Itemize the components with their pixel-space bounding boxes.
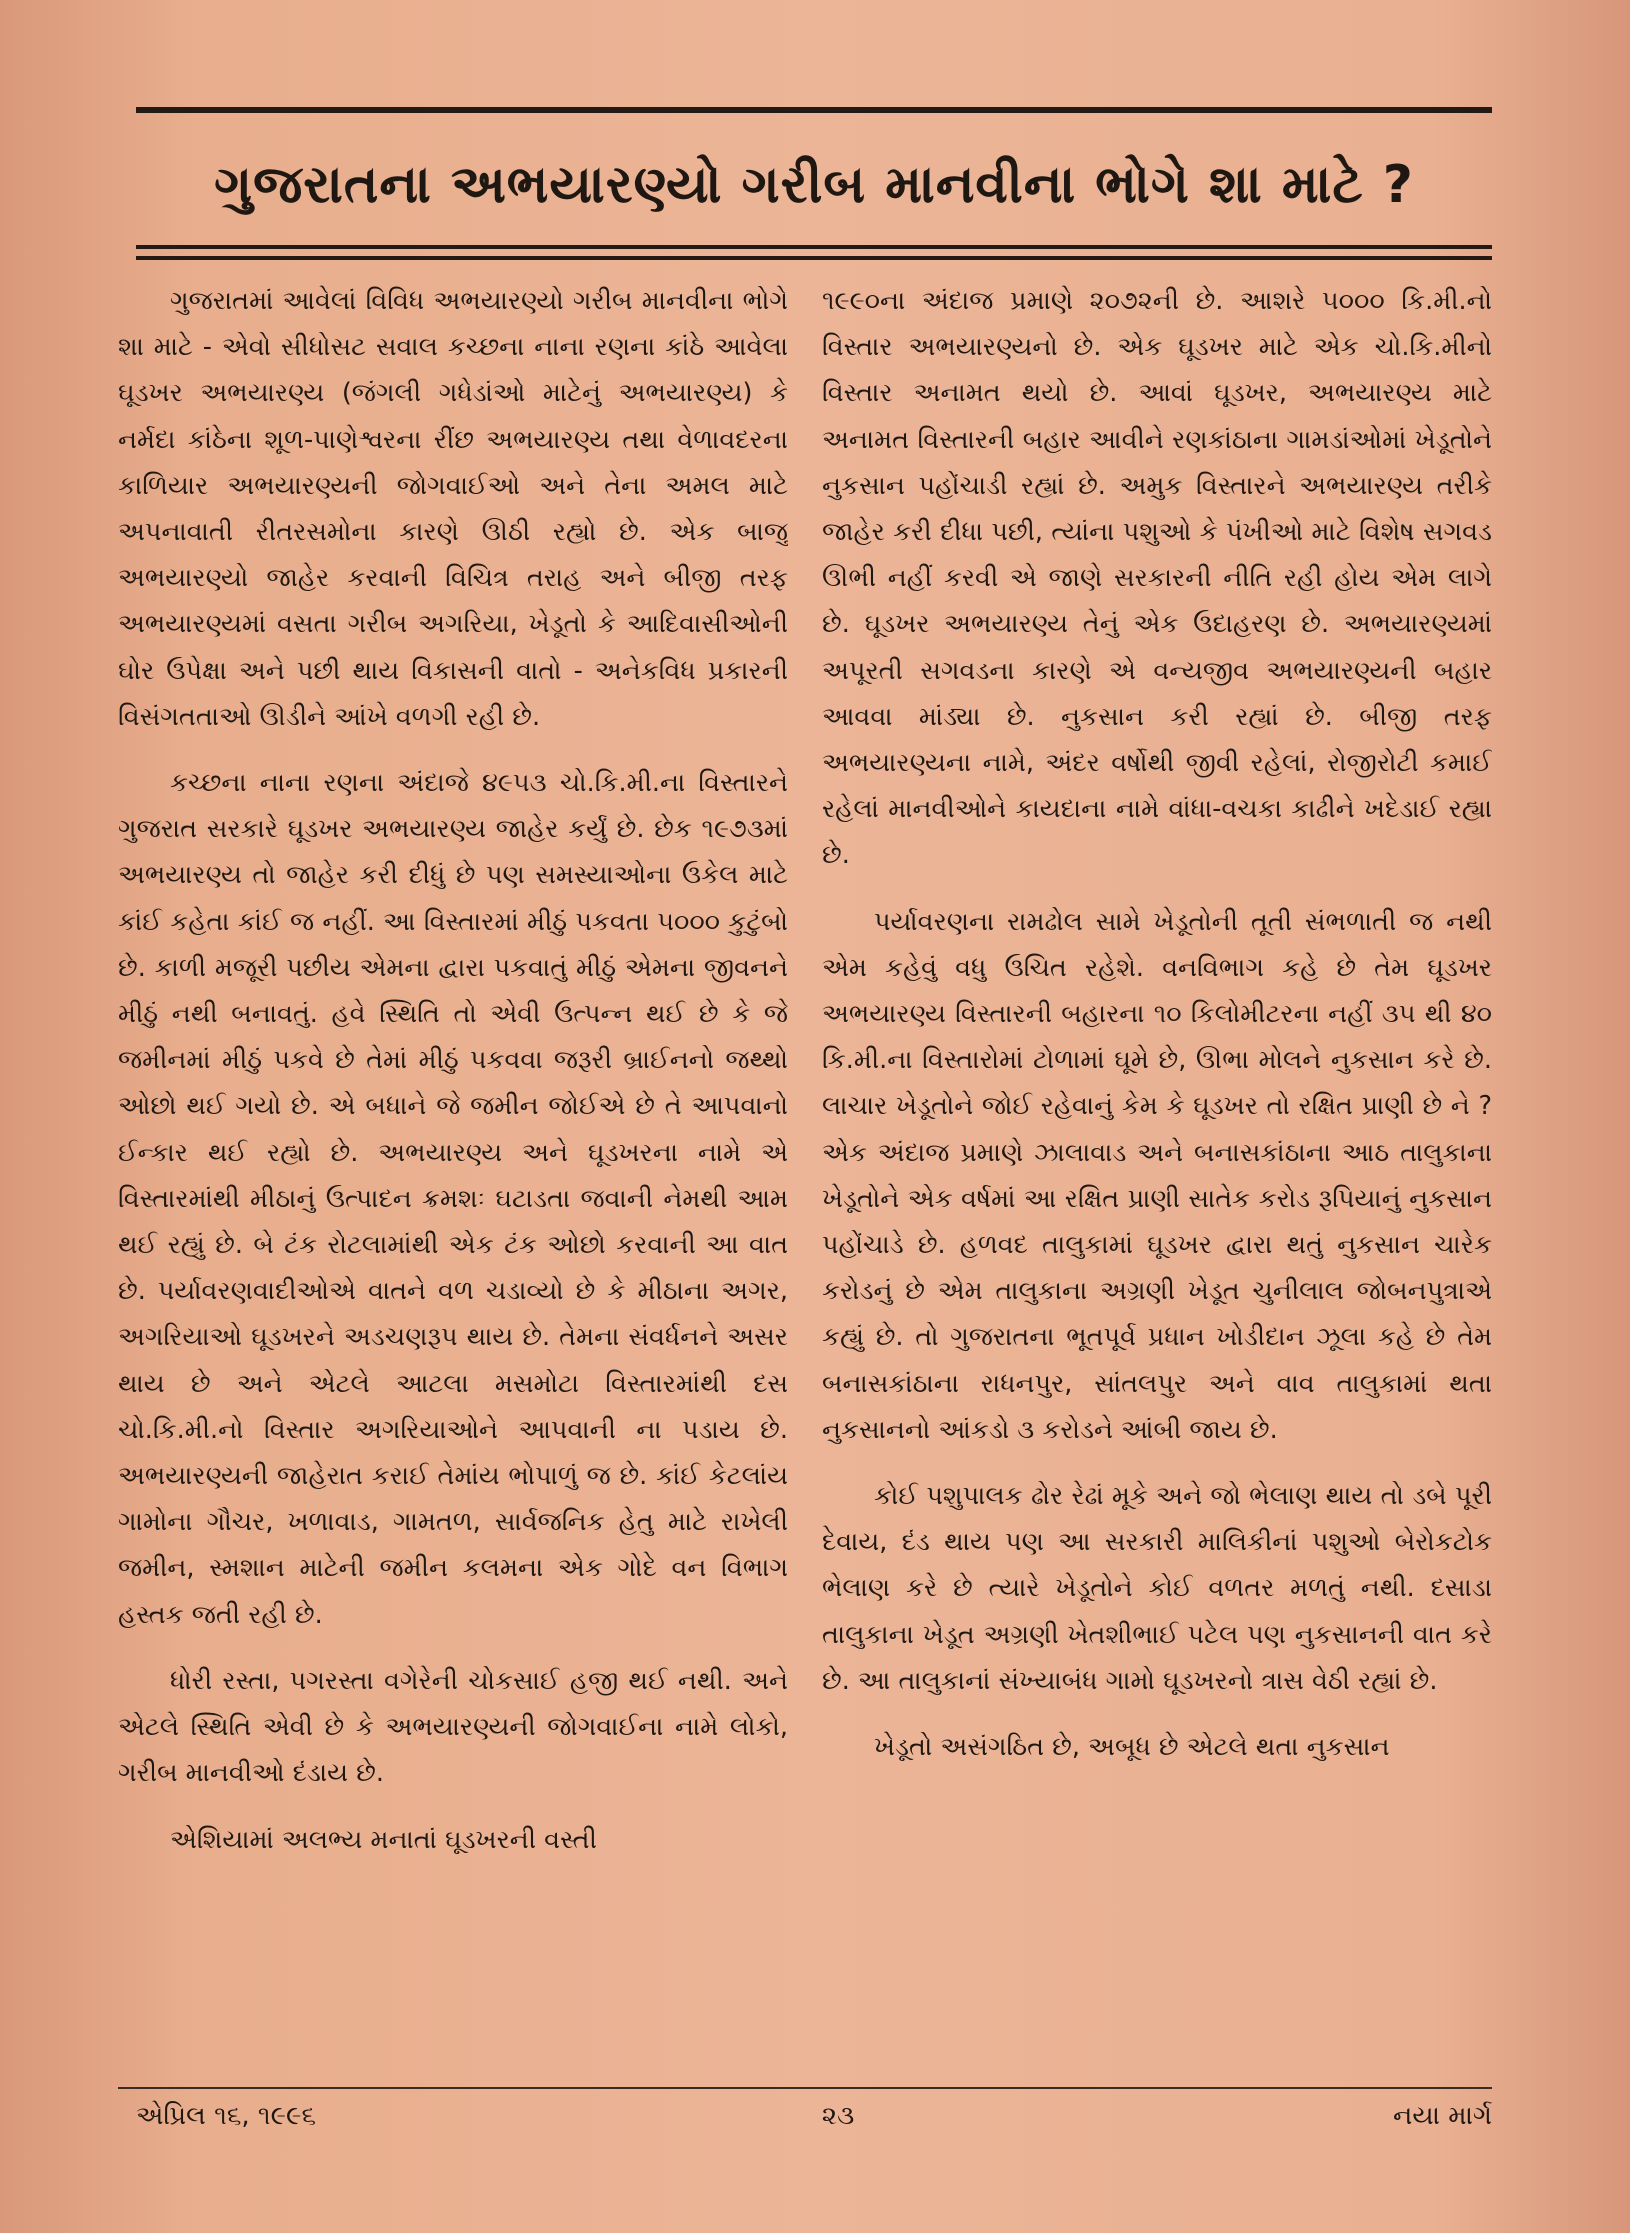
page-number: ૨૩ [821, 2101, 855, 2131]
paragraph: ધોરી રસ્તા, પગરસ્તા વગેરેની ચોકસાઈ હજી થઈ નથી. અને એટલે સ્થિતિ એવી છે કે અભયારણ્યની જોગવાઈના નામે લોકો, ગરીબ માનવીઓ દંડાય છે. [118, 1665, 788, 1789]
paragraph: ખેડૂતો અસંગઠિત છે, અબૂધ છે એટલે થતા નુકસાન [874, 1732, 1390, 1763]
title-underline-rule [136, 245, 1492, 249]
top-rule [136, 107, 1492, 113]
paragraph: પર્યાવરણના રામઢોલ સામે ખેડૂતોની તૂતી સંભળાતી જ નથી એમ કહેવું વધુ ઉચિત રહેશે. વનવિભાગ કહે છે તેમ ઘૂડખર અભયારણ્ય વિસ્તારની બહારના ૧૦ કિલોમીટરના નહીં ૩૫ થી ૪૦ કિ.મી.ના વિસ્તારોમાં ટોળામાં ઘૂમે છે, ઊભા મોલને નુકસાન કરે છે. લાચાર ખેડૂતોને જોઈ રહેવાનું કેમ કે ઘૂડખર તો રક્ષિત પ્રાણી છે ને ? એક અંદાજ પ્રમાણે ઝાલાવાડ અને બનાસકાંઠાના આઠ તાલુકાના ખેડૂતોને એક વર્ષમાં આ રક્ષિત પ્રાણી સાતેક કરોડ રૂપિયાનું નુકસાન પહોંચાડે છે. હળવદ તાલુકામાં ઘૂડખર દ્વારા થતું નુકસાન ચારેક કરોડનું છે એમ તાલુકાના અગ્રણી ખેડૂત ચુનીલાલ જોબનપુત્રાએ કહ્યું છે. તો ગુજરાતના ભૂતપૂર્વ પ્રધાન ખોડીદાન ઝૂલા કહે છે તેમ બનાસકાંઠાના રાધનપુર, સાંતલપુર અને વાવ તાલુકામાં થતા નુકસાનનો આંકડો ૩ કરોડને આંબી જાય છે. [822, 906, 1492, 1445]
publication-name: નયા માર્ગ [1392, 2101, 1492, 2131]
right-column [822, 278, 1492, 2058]
footer-rule [118, 2087, 1492, 2089]
paragraph: ૧૯૯૦ના અંદાજ પ્રમાણે ૨૦૭૨ની છે. આશરે ૫૦૦૦ કિ.મી.નો વિસ્તાર અભયારણ્યનો છે. એક ઘૂડખર માટે એક ચો.કિ.મીનો વિસ્તાર અનામત થયો છે. આવાં ઘૂડખર, અભયારણ્ય માટે અનામત વિસ્તારની બહાર આવીને રણકાંઠાના ગામડાંઓમાં ખેડૂતોને નુકસાન પહોંચાડી રહ્યાં છે. અમુક વિસ્તારને અભયારણ્ય તરીકે જાહેર કરી દીધા પછી, ત્યાંના પશુઓ કે પંખીઓ માટે વિશેષ સગવડ ઊભી નહીં કરવી એ જાણે સરકારની નીતિ રહી હોય એમ લાગે છે. ઘૂડખર અભયારણ્ય તેનું એક ઉદાહરણ છે. અભયારણ્યમાં અપૂરતી સગવડના કારણે એ વન્યજીવ અભયારણ્યની બહાર આવવા માંડ્યા છે. નુકસાન કરી રહ્યાં છે. બીજી તરફ અભયારણ્યના નામે, અંદર વર્ષોથી જીવી રહેલાં, રોજીરોટી કમાઈ રહેલાં માનવીઓને કાયદાના નામે વાંધા-વચકા કાઢીને ખદેડાઈ રહ્યા છે. [822, 286, 1492, 871]
paragraph: ગુજરાતમાં આવેલાં વિવિધ અભયારણ્યો ગરીબ માનવીના ભોગે શા માટે - એવો સીધોસટ સવાલ કચ્છના નાના રણના કાંઠે આવેલા ઘૂડખર અભયારણ્ય (જંગલી ગધેડાંઓ માટેનું અભયારણ્ય) કે નર્મદા કાંઠેના શૂળ-પાણેશ્વરના રીંછ અભયારણ્ય તથા વેળાવદરના કાળિયાર અભયારણ્યની જોગવાઈઓ અને તેના અમલ માટે અપનાવાતી રીતરસમોના કારણે ઊઠી રહ્યો છે. એક બાજુ અભયારણ્યો જાહેર કરવાની વિચિત્ર તરાહ અને બીજી તરફ અભયારણ્યમાં વસતા ગરીબ અગરિયા, ખેડૂતો કે આદિવાસીઓની ઘોર ઉપેક્ષા અને પછી થાય વિકાસની વાતો - અનેકવિધ પ્રકારની વિસંગતતાઓ ઊડીને આંખે વળગી રહી છે. [118, 286, 788, 732]
article-title: ગુજરાતના અભયારણ્યો ગરીબ માનવીના ભોગે શા માટે ? [214, 155, 1414, 215]
footer-date: એપ્રિલ ૧૬, ૧૯૯૬ [136, 2101, 317, 2131]
left-column [118, 278, 788, 2058]
paragraph: કોઈ પશુપાલક ઢોર રેઢાં મૂકે અને જો ભેલાણ થાય તો ડબે પૂરી દેવાય, દંડ થાય પણ આ સરકારી માલિકીનાં પશુઓ બેરોકટોક ભેલાણ કરે છે ત્યારે ખેડૂતોને કોઈ વળતર મળતું નથી. દસાડા તાલુકાના ખેડૂત અગ્રણી ખેતશીભાઈ પટેલ પણ નુકસાનની વાત કરે છે. આ તાલુકાનાં સંખ્યાબંધ ગામો ઘૂડખરનો ત્રાસ વેઠી રહ્યાં છે. [822, 1481, 1492, 1696]
paragraph: કચ્છના નાના રણના અંદાજે ૪૯૫૩ ચો.કિ.મી.ના વિસ્તારને ગુજરાત સરકારે ઘૂડખર અભયારણ્ય જાહેર કર્યું છે. છેક ૧૯૭૩માં અભયારણ્ય તો જાહેર કરી દીધું છે પણ સમસ્યાઓના ઉકેલ માટે કાંઈ કહેતા કાંઈ જ નહીં. આ વિસ્તારમાં મીઠું પકવતા ૫૦૦૦ કુટુંબો છે. કાળી મજૂરી પછીય એમના દ્વારા પકવાતું મીઠું એમના જીવનને મીઠું નથી બનાવતું. હવે સ્થિતિ તો એવી ઉત્પન્ન થઈ છે કે જે જમીનમાં મીઠું પકવે છે તેમાં મીઠું પકવવા જરૂરી બ્રાઈનનો જથ્થો ઓછો થઈ ગયો છે. એ બધાને જે જમીન જોઈએ છે તે આપવાનો ઈન્કાર થઈ રહ્યો છે. અભયારણ્ય અને ઘૂડખરના નામે એ વિસ્તારમાંથી મીઠાનું ઉત્પાદન ક્રમશઃ ઘટાડતા જવાની નેમથી આમ થઈ રહ્યું છે. બે ટંક રોટલામાંથી એક ટંક ઓછો કરવાની આ વાત છે. પર્યાવરણવાદીઓએ વાતને વળ ચડાવ્યો છે કે મીઠાના અગર, અગરિયાઓ ઘૂડખરને અડચણરૂપ થાય છે. તેમના સંવર્ધનને અસર થાય છે અને એટલે આટલા મસમોટા વિસ્તારમાંથી દસ ચો.કિ.મી.નો વિસ્તાર અગરિયાઓને આપવાની ના પડાય છે. અભયારણ્યની જાહેરાત કરાઈ તેમાંય ભોપાળું જ છે. કાંઈ કેટલાંય ગામોના ગૌચર, ખળાવાડ, ગામતળ, સાર્વજનિક હેતુ માટે રાખેલી જમીન, સ્મશાન માટેની જમીન કલમના એક ગોદે વન વિભાગ હસ્તક જતી રહી છે. [118, 768, 788, 1630]
title-underline-rule-second [136, 256, 1492, 260]
paragraph: એશિયામાં અલભ્ય મનાતાં ઘૂડખરની વસ્તી [170, 1824, 597, 1855]
